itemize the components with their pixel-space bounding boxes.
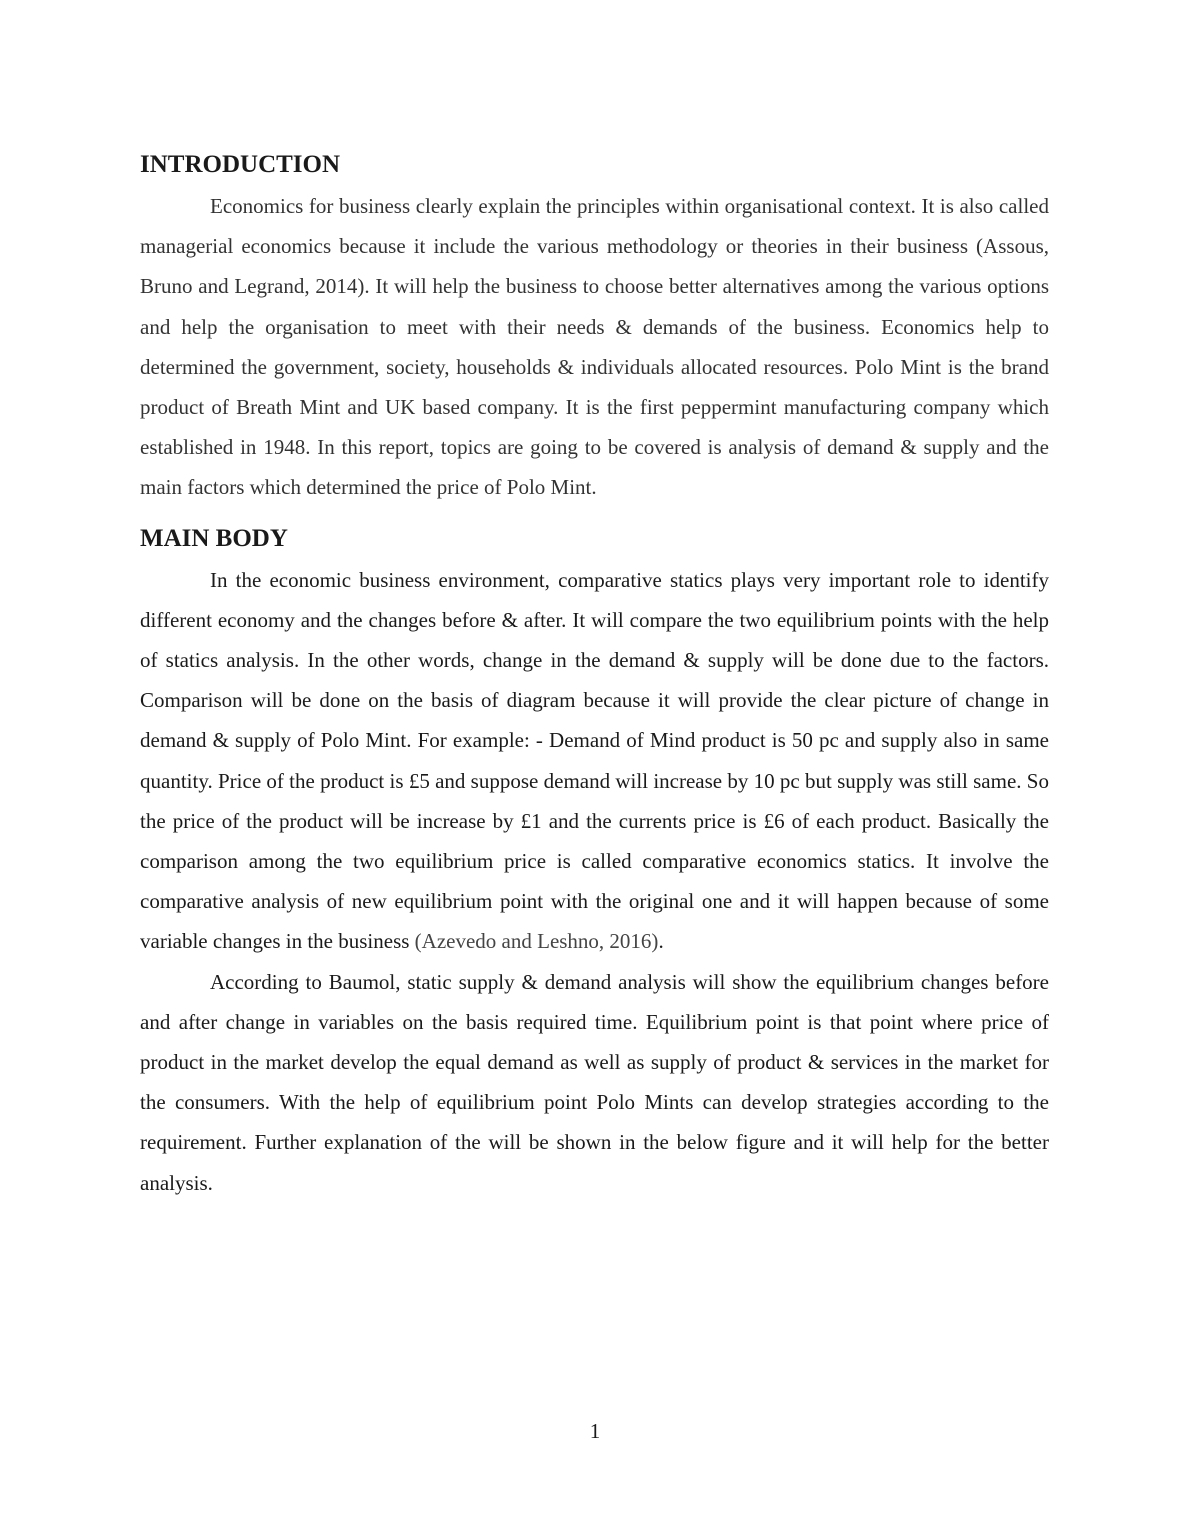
document-page (140, 150, 1049, 1203)
main-body-paragraph-1-end: . (658, 929, 664, 954)
introduction-heading: INTRODUCTION (140, 151, 341, 178)
page-number: 1 (589, 1419, 601, 1443)
main-body-paragraph-1-text: In the economic business environment, comparative statics plays very important role to identify different economy and the changes before & after. It will compare the two equilibrium points with the help of statics analysis. In the other words, change in the demand & supply will be done due to the factors. Comparison will be done on the basis of diagram because it will provide the clear picture of change in demand & supply of Polo Mint. For example: - Demand of Mind product is 50 pc and supply also in same quantity. Price of the product is £5 and suppose demand will increase by 10 pc but supply was still same. So the price of the product will be increase by £1 and the currents price is £6 of each product. Basically the comparison among the two equilibrium price is called comparative economics statics. It involve the comparative analysis of new equilibrium point with the original one and it will happen because of some variable changes in the business (140, 567, 1049, 954)
main-body-heading: MAIN BODY (140, 524, 288, 552)
main-body-paragraph-2: According to Baumol, static supply & demand analysis will show the equilibrium changes before and after change in variables on the basis required time. Equilibrium point is that point where price of product in the market develop the equal demand as well as supply of product & services in the market for the consumers. With the help of equilibrium point Polo Mints can develop strategies according to the requirement. Further explanation of the will be shown in the below figure and it will help for the better analysis. (140, 969, 1049, 1195)
introduction-paragraph: Economics for business clearly explain the principles within organisational context. It is also called managerial economics because it include the various methodology or theories in their business (Assous, Bruno and Legrand, 2014). It will help the business to choose better alternatives among the various options and help the organisation to meet with their needs & demands of the business. Economics help to determined the government, society, households & individuals allocated resources. Polo Mint is the brand product of Breath Mint and UK based company. It is the first peppermint manufacturing company which established in 1948. In this report, topics are going to be covered is analysis of demand & supply and the main factors which determined the price of Polo Mint. (140, 194, 1049, 500)
main-body-paragraph-1 (140, 560, 1049, 962)
citation-azevedo-leshno: (Azevedo and Leshno, 2016) (414, 929, 659, 954)
